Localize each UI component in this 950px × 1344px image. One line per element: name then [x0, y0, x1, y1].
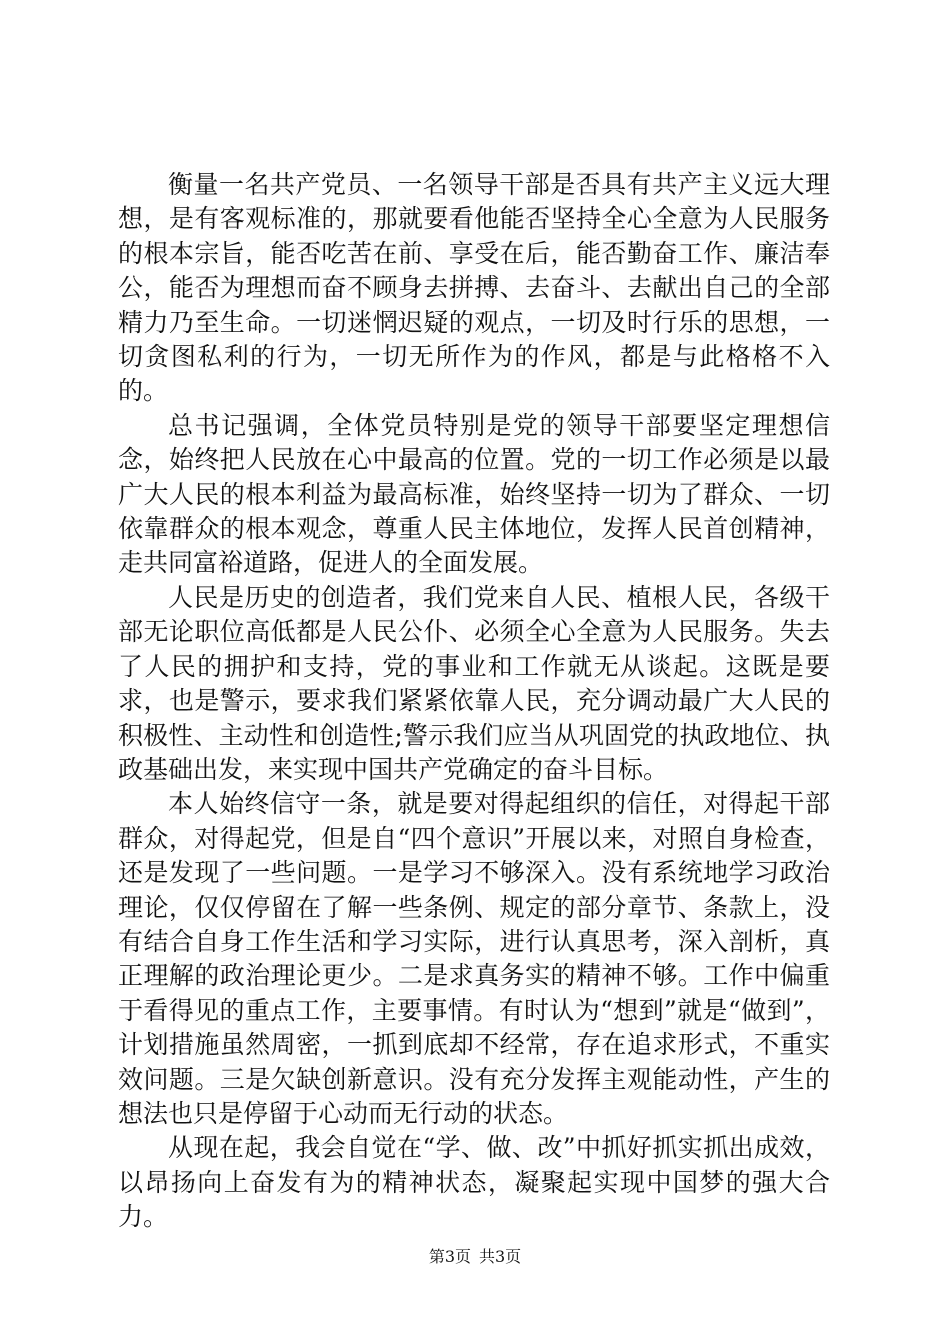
paragraph-5: 从现在起，我会自觉在“学、做、改”中抓好抓实抓出成效，以昂扬向上奋发有为的精神状态，凝聚起实现中国梦的强大合力。 [118, 1133, 830, 1232]
paragraph-2: 总书记强调，全体党员特别是党的领导干部要坚定理想信念，始终把人民放在心中最高的位置。党的一切工作必须是以最广大人民的根本利益为最高标准，始终坚持一切为了群众、一切依靠群众的根本观念，尊重人民主体地位，发挥人民首创精神，走共同富裕道路，促进人的全面发展。 [118, 410, 830, 578]
paragraph-4: 本人始终信守一条，就是要对得起组织的信任，对得起干部群众，对得起党，但是自“四个意识”开展以来，对照自身检查，还是发现了一些问题。一是学习不够深入。没有系统地学习政治理论，仅仅停留在了解一些条例、规定的部分章节、条款上，没有结合自身工作生活和学习实际，进行认真思考，深入剖析，真正理解的政治理论更少。二是求真务实的精神不够。工作中偏重于看得见的重点工作，主要事情。有时认为“想到”就是“做到”，计划措施虽然周密，一抓到底却不经常，存在追求形式，不重实效问题。三是欠缺创新意识。没有充分发挥主观能动性，产生的想法也只是停留于心动而无行动的状态。 [118, 789, 830, 1128]
page-total: 共3页 [479, 1247, 522, 1266]
paragraph-1: 衡量一名共产党员、一名领导干部是否具有共产主义远大理想，是有客观标准的，那就要看他能否坚持全心全意为人民服务的根本宗旨，能否吃苦在前、享受在后，能否勤奋工作、廉洁奉公，能否为理想而奋不顾身去拼搏、去奋斗、去献出自己的全部精力乃至生命。一切迷惘迟疑的观点，一切及时行乐的思想，一切贪图私利的行为，一切无所作为的作风，都是与此格格不入的。 [118, 170, 830, 406]
document-body [118, 168, 830, 1235]
paragraph-3: 人民是历史的创造者，我们党来自人民、植根人民，各级干部无论职位高低都是人民公仆、必须全心全意为人民服务。失去了人民的拥护和支持，党的事业和工作就无从谈起。这既是要求，也是警示，要求我们紧紧依靠人民，充分调动最广大人民的积极性、主动性和创造性;警示我们应当从巩固党的执政地位、执政基础出发，来实现中国共产党确定的奋斗目标。 [118, 582, 830, 784]
page-footer [0, 1244, 950, 1267]
page-number: 第3页 [428, 1247, 471, 1266]
